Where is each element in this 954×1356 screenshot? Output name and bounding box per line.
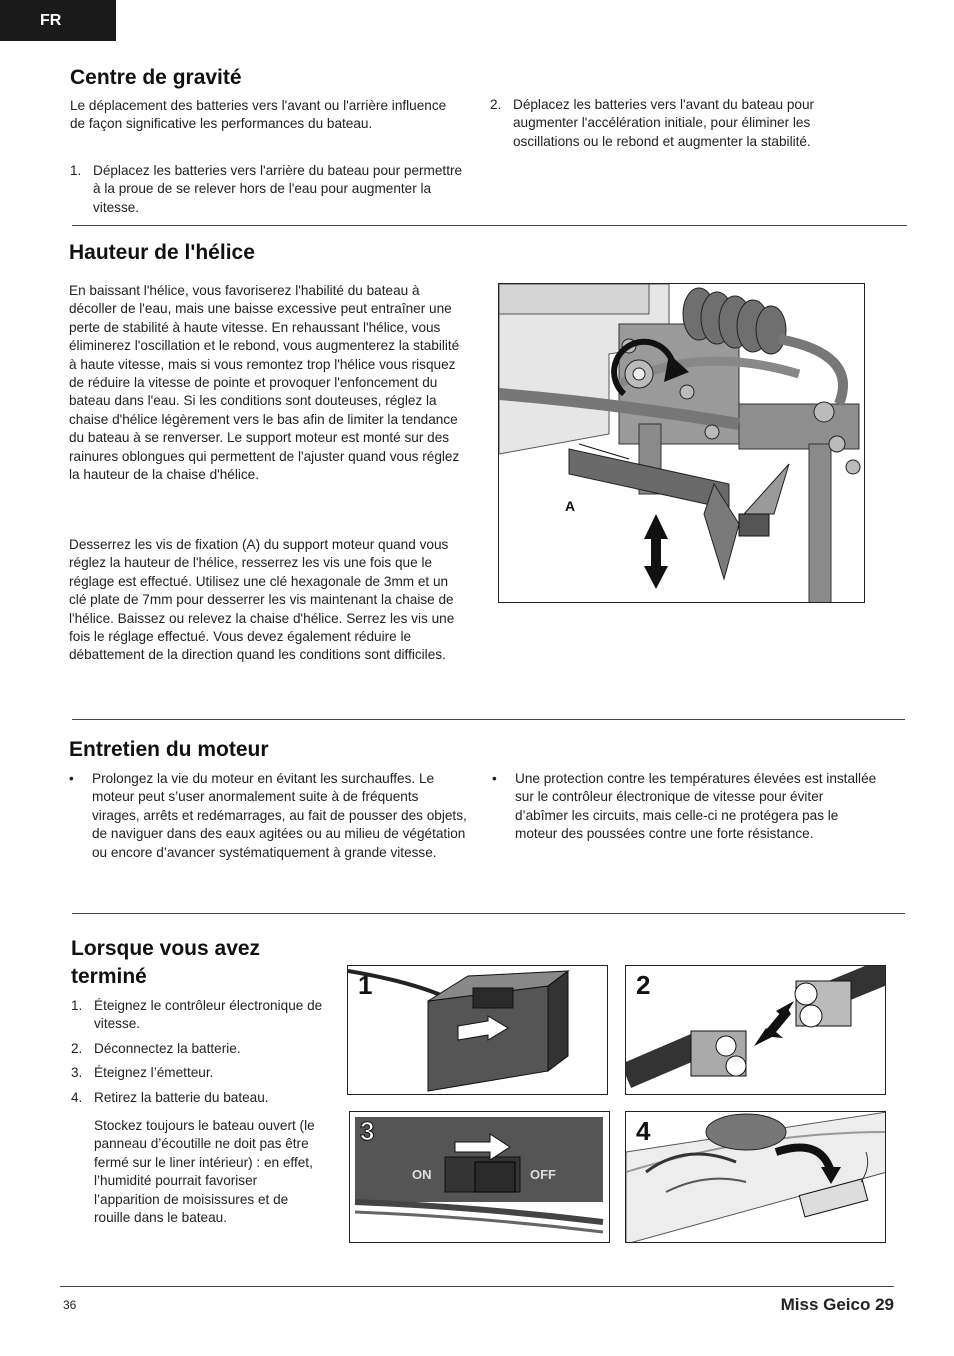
- step-number: 3: [360, 1116, 375, 1146]
- page-number: 36: [63, 1298, 77, 1312]
- motor-bullet-left: [69, 770, 469, 862]
- step-panel-1: [347, 965, 608, 1095]
- step-number: 4: [636, 1116, 651, 1146]
- transmitter-switch-drawing: [350, 1112, 610, 1243]
- section-divider: [72, 719, 905, 720]
- cog-list-right: [490, 96, 875, 151]
- motor-bullet-right: [492, 770, 877, 844]
- motor-heading: Entretien du moteur: [69, 738, 269, 761]
- section-divider: [72, 225, 907, 226]
- list-item: 4. Retirez la batterie du bateau.: [71, 1089, 269, 1105]
- step-number: 1: [358, 970, 373, 1000]
- switch-on-label: ON: [412, 1167, 432, 1182]
- step-panel-2: [625, 965, 886, 1095]
- list-item: 2. Déplacez les batteries vers l'avant du bateau pour augmenter l'accélération initiale, pour éliminer les oscillations ou le rebond et augmenter la stabilité.: [490, 97, 815, 149]
- footer-divider: [60, 1286, 894, 1287]
- section-divider: [72, 913, 905, 914]
- esc-switch-drawing: [348, 966, 608, 1095]
- propeller-strut-drawing: [499, 284, 865, 603]
- cog-heading: Centre de gravité: [70, 66, 242, 89]
- list-item: 1. Déplacez les batteries vers l'arrière du bateau pour permettre à la proue de se relever hors de l'eau pour augmenter la vitesse.: [70, 163, 463, 215]
- cog-intro: Le déplacement des batteries vers l'avant ou l'arrière influence de façon significative les performances du bateau.: [70, 98, 447, 132]
- boat-battery-removal-drawing: [626, 1112, 886, 1243]
- step-number: 2: [636, 970, 651, 1000]
- callout-label-a: A: [565, 498, 576, 514]
- prop-paragraph-1: En baissant l'hélice, vous favoriserez l'habilité du bateau à décoller de l'eau, mais une baisse excessive peut entraîner une perte de stabilité à haute vitesse. En rehaussant l'hélice, vous éliminerez l'oscillation et le rebond, vous augmenterez la stabilité à haute vitesse, mais si vous remontez trop l'hélice vous risquez de réduire la vitesse de pointe et provoquer l'enfoncement du bateau dans l'eau. Si les conditions sont douteuses, réglez la chaise d'hélice légèrement vers le bas afin de limiter la tendance du bateau à se renverser. Le support moteur est monté sur des rainures oblongues qui permettent de l'ajuster quand vous réglez la hauteur de la chaise d'hélice.: [69, 283, 460, 483]
- prop-paragraph-2: Desserrez les vis de fixation (A) du support moteur quand vous réglez la hauteur de l'hélice, resserrez les vis une fois que le réglage est effectué. Utilisez une clé hexagonale de 3mm et un clé plate de 7mm pour desserrer les vis maintenant la chaise de l'hélice. Baissez ou relevez la chaise d'hélice. Serrez les vis une fois le réglage effectué. Vous devez également réduire le débattement de la direction quand les conditions sont difficiles.: [69, 537, 455, 663]
- footer-title: Miss Geico 29: [780, 1295, 894, 1314]
- list-item: 3. Éteignez l’émetteur.: [71, 1065, 214, 1081]
- propeller-strut-illustration: [498, 283, 865, 603]
- cog-list-left: [70, 162, 465, 217]
- language-tab: [0, 0, 116, 41]
- list-item: 2. Déconnectez la batterie.: [71, 1040, 241, 1056]
- list-item: • Une protection contre les températures élevées est installée sur le contrôleur électronique de vitesse pour éviter d’abîmer les circuits, mais celle-ci ne protégera pas le moteur des poussées contre une forte résistance.: [492, 771, 877, 842]
- prop-heading: Hauteur de l'hélice: [69, 241, 255, 264]
- list-item: • Prolongez la vie du moteur en évitant les surchauffes. Le moteur peut s’user anormalement suite à de fréquents virages, arrêts et redémarrages, au fait de pousser des objets, de naviguer dans des eaux agitées ou au milieu de végétation ou encore d’avancer systématiquement à grande vitesse.: [69, 771, 467, 860]
- step-panel-3: [349, 1111, 610, 1243]
- storage-note: Stockez toujours le bateau ouvert (le panneau d’écoutille ne doit pas être fermé sur le liner intérieur) : en effet, l’humidité pourrait favoriser l’apparition de moisissures et de rouille dans le bateau.: [94, 1118, 315, 1226]
- language-label: FR: [40, 11, 62, 29]
- step-panel-4: [625, 1111, 886, 1243]
- battery-connector-drawing: [626, 966, 886, 1095]
- switch-off-label: OFF: [530, 1167, 556, 1182]
- done-steps: [71, 997, 336, 1107]
- done-heading: Lorsque vous avez terminé: [71, 937, 261, 988]
- list-item: 1. Éteignez le contrôleur électronique de vitesse.: [71, 998, 323, 1032]
